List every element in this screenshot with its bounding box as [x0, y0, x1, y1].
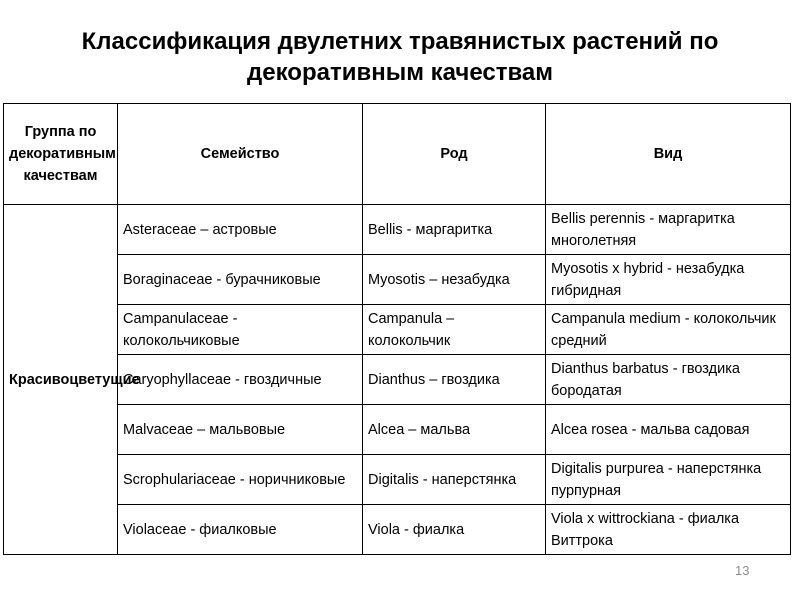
species-cell: Digitalis purpurea - наперстянка пурпурная — [546, 455, 791, 505]
genus-cell: Myosotis – незабудка — [363, 255, 546, 305]
header-family: Семейство — [118, 104, 363, 205]
family-cell: Scrophulariaceae - норичниковые — [118, 455, 363, 505]
genus-cell: Bellis - маргаритка — [363, 205, 546, 255]
species-cell: Alcea rosea - мальва садовая — [546, 405, 791, 455]
header-group: Группа по декоративным качествам — [4, 104, 118, 205]
slide-title: Классификация двулетних травянистых растений по декоративным качествам — [81, 28, 719, 86]
header-genus: Род — [363, 104, 546, 205]
group-cell: Красивоцветущие — [4, 205, 118, 555]
family-cell: Boraginaceae - бурачниковые — [118, 255, 363, 305]
genus-cell: Digitalis - наперстянка — [363, 455, 546, 505]
genus-cell: Viola - фиалка — [363, 505, 546, 555]
family-cell: Violaceae - фиалковые — [118, 505, 363, 555]
species-cell: Campanula medium - колокольчик средний — [546, 305, 791, 355]
family-cell: Campanulaceae - колокольчиковые — [118, 305, 363, 355]
table-row — [4, 405, 791, 455]
table-row — [4, 455, 791, 505]
header-row — [4, 104, 791, 205]
classification-table — [3, 103, 791, 555]
genus-cell: Alcea – мальва — [363, 405, 546, 455]
species-cell: Myosotis x hybrid - незабудка гибридная — [546, 255, 791, 305]
family-cell: Asteraceae – астровые — [118, 205, 363, 255]
table-row — [4, 205, 791, 255]
genus-cell: Dianthus – гвоздика — [363, 355, 546, 405]
table-row — [4, 305, 791, 355]
family-cell: Caryophyllaceae - гвоздичные — [118, 355, 363, 405]
page-number: 13 — [735, 563, 750, 578]
species-cell: Viola x wittrockiana - фиалка Виттрока — [546, 505, 791, 555]
species-cell: Dianthus barbatus - гвоздика бородатая — [546, 355, 791, 405]
species-cell: Bellis perennis - маргаритка многолетняя — [546, 205, 791, 255]
family-cell: Malvaceae – мальвовые — [118, 405, 363, 455]
genus-cell: Campanula – колокольчик — [363, 305, 546, 355]
header-species: Вид — [546, 104, 791, 205]
table-row — [4, 505, 791, 555]
table-row — [4, 255, 791, 305]
